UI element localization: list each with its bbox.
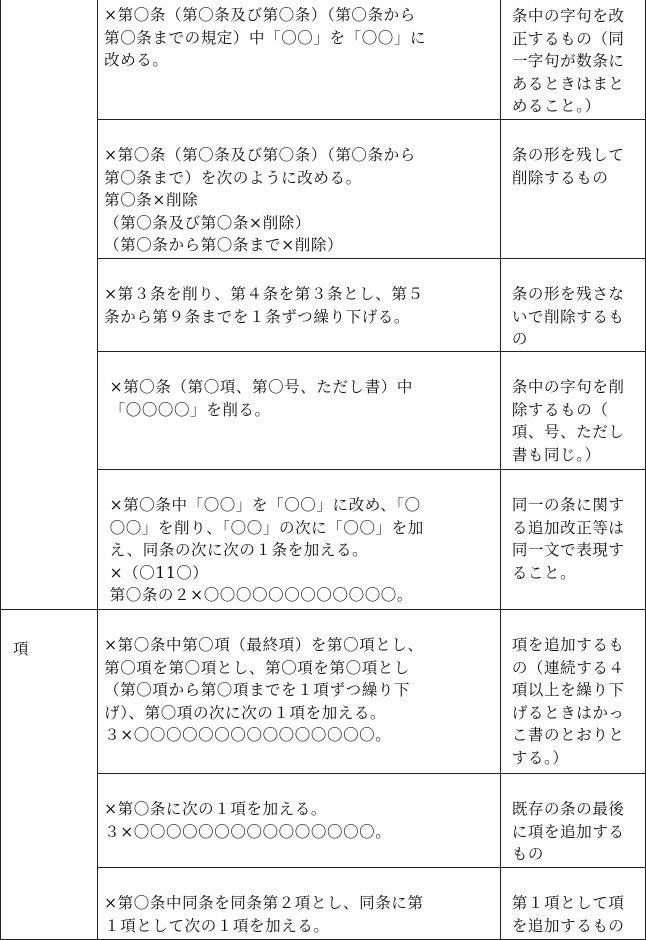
note-text: 条の形を残して 削除するもの bbox=[511, 146, 625, 187]
note-cell bbox=[500, 352, 645, 470]
example-text: ×第〇条（第〇条及び第〇条）（第〇条から 第〇条まで）を次のように改める。 第〇条×削除 （第〇条及び第〇条×削除） （第〇条から第〇条まで×削除） bbox=[104, 146, 416, 255]
example-text: ×第３条を削り、第４条を第３条とし、第５ 条から第９条までを１条ずつ繰り下げる。 bbox=[104, 285, 424, 326]
table-row bbox=[1, 774, 646, 868]
note-text: 条中の字句を改 正するもの（同 一字句が数条に あるときはまと めること。） bbox=[511, 7, 625, 116]
category-label: 項 bbox=[13, 640, 29, 658]
note-text: 項を追加するも の（連続する４ 項以上を繰り下 げるときはかっ こ書のとおりと する。） bbox=[511, 636, 625, 767]
note-cell bbox=[500, 868, 645, 940]
table-row bbox=[1, 120, 646, 259]
table-row bbox=[1, 610, 646, 774]
note-text: 条中の字句を削 除するもの（ 項、号、ただし 書も同じ。） bbox=[511, 378, 625, 464]
example-text: ×第〇条（第〇項、第〇号、ただし書）中 「〇〇〇〇」を削る。 bbox=[109, 378, 414, 419]
table-row bbox=[1, 259, 646, 352]
note-cell bbox=[500, 120, 645, 259]
table-row bbox=[1, 470, 646, 610]
example-cell bbox=[98, 0, 501, 120]
example-text: ×第〇条中第〇項（最終項）を第〇項とし、 第〇項を第〇項とし、第〇項を第〇項とし （第〇項から第〇項までを１項ずつ繰り下 げ）、第〇項の次に次の１項を加える。 ３×〇〇〇〇〇〇〇〇〇〇〇〇〇〇〇。 bbox=[104, 636, 424, 745]
example-cell bbox=[98, 259, 501, 352]
example-text: ×第〇条中同条を同条第２項とし、同条に第 １項として次の１項を加える。 bbox=[104, 894, 424, 935]
note-text: 条の形を残さな いで削除するも の bbox=[511, 285, 625, 349]
note-text: 既存の条の最後 に項を追加する もの bbox=[511, 800, 625, 864]
table-row bbox=[1, 352, 646, 470]
note-text: 第１項として項 を追加するもの bbox=[511, 894, 625, 935]
category-cell-article bbox=[1, 0, 98, 610]
example-text: ×第〇条中「〇〇」を「〇〇」に改め、「〇 〇〇」を削り、「〇〇」の次に「〇〇」を加 え、同条の次に次の１条を加える。 ×（〇11〇） 第〇条の２×〇〇〇〇〇〇〇〇〇〇〇〇。 bbox=[109, 496, 424, 605]
note-cell bbox=[500, 610, 645, 774]
note-cell bbox=[500, 470, 645, 610]
example-cell bbox=[98, 610, 501, 774]
note-cell bbox=[500, 774, 645, 868]
example-text: ×第〇条（第〇条及び第〇条）（第〇条から 第〇条までの規定）中「〇〇」を「〇〇」に 改める。 bbox=[104, 6, 427, 70]
example-cell bbox=[98, 774, 501, 868]
example-cell bbox=[98, 470, 501, 610]
category-cell-paragraph bbox=[1, 610, 98, 940]
note-cell bbox=[500, 259, 645, 352]
example-cell bbox=[98, 352, 501, 470]
example-text: ×第〇条に次の１項を加える。 ３×〇〇〇〇〇〇〇〇〇〇〇〇〇〇〇。 bbox=[104, 800, 392, 841]
note-cell bbox=[500, 0, 645, 120]
table-row bbox=[1, 0, 646, 120]
example-cell bbox=[98, 868, 501, 940]
table-row bbox=[1, 868, 646, 940]
note-text: 同一の条に関す る追加改正等は 同一文で表現す ること。 bbox=[511, 496, 625, 582]
example-cell bbox=[98, 120, 501, 259]
